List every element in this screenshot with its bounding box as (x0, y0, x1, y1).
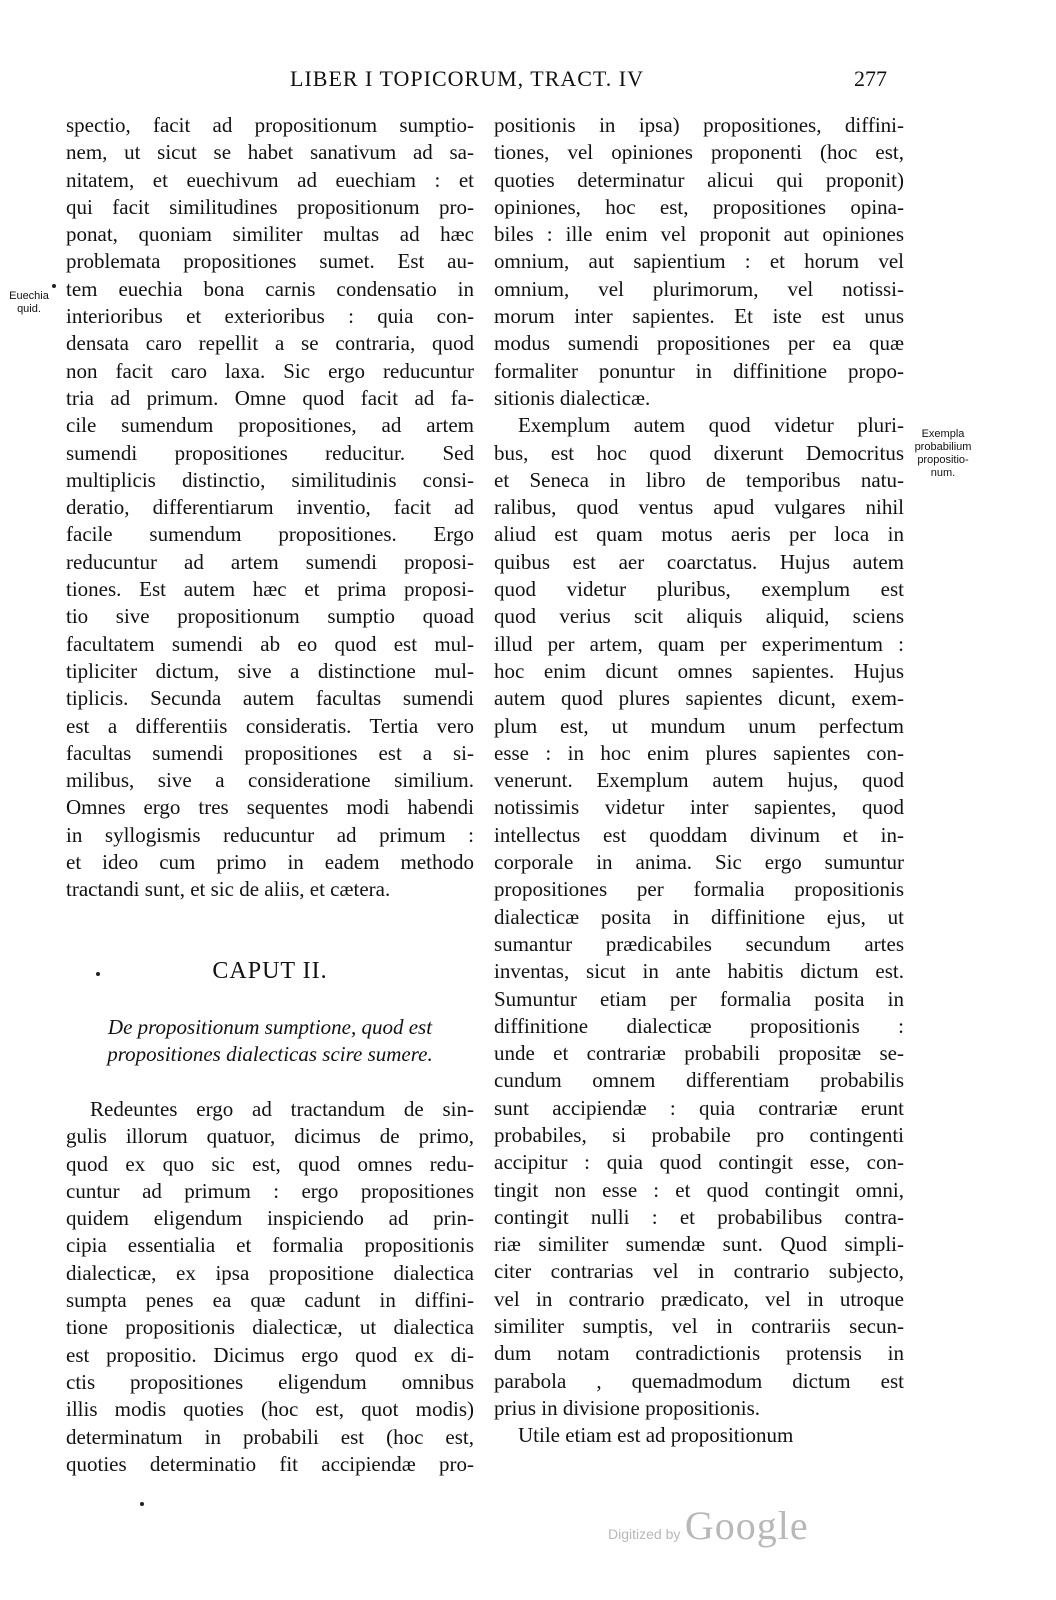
text-line: tione propositionis dialecticæ, ut dialectica (66, 1315, 474, 1340)
text-line: cipia essentialia et formalia propositionis (66, 1233, 474, 1258)
margin-dot (96, 972, 100, 976)
text-line: facultas sumendi propositiones est a si- (66, 740, 474, 765)
text-line: et Seneca in libro de temporibus natu- (494, 467, 904, 492)
text-line: interioribus et exterioribus : quia con- (66, 304, 474, 329)
text-line: cuntur ad primum : ergo propositiones (66, 1178, 474, 1203)
chapter-subtitle (66, 1014, 474, 1069)
text-line: Redeuntes ergo ad tractandum de sin- (90, 1097, 474, 1121)
text-line: riæ similiter sumendæ sunt. Quod simpli- (494, 1232, 904, 1257)
text-line: nem, ut sicut se habet sanativum ad sa- (66, 140, 474, 165)
text-line: tiones. Est autem hæc et prima proposi- (66, 577, 474, 602)
text-line: dialecticæ posita in diffinitione ejus, ut (494, 904, 904, 929)
text-line: parabola , quemadmodum dictum est (494, 1368, 904, 1393)
text-line: omnium, aut sapientium : et horum vel (494, 249, 904, 274)
text-line: quidem eligendum inspiciendo ad prin- (66, 1206, 474, 1231)
text-line: densata caro repellit a se contraria, quod (66, 331, 474, 356)
text-line: biles : ille enim vel proponit aut opiniones (494, 222, 904, 247)
text-line: citer contrarias vel in contrario subjecto, (494, 1259, 904, 1284)
text-line: problemata propositiones sumet. Est au- (66, 249, 474, 274)
running-header (0, 66, 1056, 106)
text-line: bus, est hoc quod dixerunt Democritus (494, 440, 904, 465)
text-line: ralibus, quod ventus apud vulgares nihil (494, 495, 904, 520)
text-line: sumantur prædicabiles secundum artes (494, 931, 904, 956)
left-column-top (66, 112, 474, 904)
text-line: contingit nulli : et probabilibus contra- (494, 1204, 904, 1229)
watermark-prefix: Digitized by (608, 1526, 681, 1542)
text-line: notissimis videtur inter sapientes, quod (494, 795, 904, 820)
text-line: probabiles, si probabile pro contingenti (494, 1122, 904, 1147)
text-line: tio sive propositionum sumptio quoad (66, 604, 474, 629)
running-title: LIBER I TOPICORUM, TRACT. IV (290, 66, 644, 91)
subtitle-line: De propositionum sumptione, quod est (107, 1015, 433, 1039)
text-line: reducuntur ad artem sumendi proposi- (66, 549, 474, 574)
text-line: modus sumendi propositiones per ea quæ (494, 331, 904, 356)
text-line: Omnes ergo tres sequentes modi habendi (66, 795, 474, 820)
text-line: tractandi sunt, et sic de aliis, et cætera. (66, 877, 391, 902)
watermark-brand: Google (684, 1503, 809, 1548)
text-line: sumpta penes ea quæ cadunt in diffini- (66, 1288, 474, 1313)
text-line: quibus est aer coarctatus. Hujus autem (494, 549, 904, 574)
text-line: inventas, sicut in ante habitis dictum est. (494, 959, 904, 984)
text-line: plum est, ut mundum unum perfectum (494, 713, 904, 738)
margin-note-right (902, 428, 984, 480)
text-line: aliud est quam motus aeris per loca in (494, 522, 904, 547)
margin-note-left (6, 290, 52, 316)
text-line: gulis illorum quatuor, dicimus de primo, (66, 1124, 474, 1149)
text-line: nitatem, et euechivum ad euechiam : et (66, 167, 474, 192)
text-line: hoc enim dicunt omnes sapientes. Hujus (494, 658, 904, 683)
text-line: ctis propositiones eligendum omnibus (66, 1369, 474, 1394)
text-line: morum inter sapientes. Et iste est unus (494, 304, 904, 329)
text-line: Sumuntur etiam per formalia posita in (494, 986, 904, 1011)
text-line: intellectus est quoddam divinum et in- (494, 822, 904, 847)
text-line: sumendi propositiones reducitur. Sed (66, 440, 474, 465)
text-line: illis modis quoties (hoc est, quot modis) (66, 1397, 474, 1422)
text-line: qui facit similitudines propositionum pro- (66, 194, 474, 219)
text-line: cile sumendum propositiones, ad artem (66, 413, 474, 438)
text-line: dum notam contradictionis protensis in (494, 1341, 904, 1366)
text-line: sunt accipiendæ : quia contrariæ erunt (494, 1095, 904, 1120)
text-line: quoties determinatur alicui qui proponit) (494, 167, 904, 192)
left-column-bottom (66, 1096, 474, 1478)
text-line: facultatem sumendi ab eo quod est mul- (66, 631, 474, 656)
margin-note-line: Exempla (921, 428, 965, 440)
text-line: vel in contrario prædicato, vel in utroque (494, 1286, 904, 1311)
text-line: illud per artem, quam per experimentum : (494, 631, 904, 656)
text-line: formaliter ponuntur in diffinitione propo- (494, 358, 904, 383)
margin-dot (52, 284, 56, 288)
page-number: 277 (854, 66, 887, 91)
margin-note-line: propositio- (917, 454, 969, 466)
text-line: Utile etiam est ad propositionum (518, 1423, 794, 1448)
text-line: propositiones per formalia propositionis (494, 877, 904, 902)
chapter-heading: CAPUT II. (212, 958, 328, 984)
text-line: quod verius scit aliquis aliquid, sciens (494, 604, 904, 629)
text-line: quod ex quo sic est, quod omnes redu- (66, 1151, 474, 1176)
text-line: tingit non esse : et quod contingit omni, (494, 1177, 904, 1202)
text-line: ponat, quoniam similiter multas ad hæc (66, 222, 474, 247)
text-line: spectio, facit ad propositionum sumptio- (66, 113, 474, 137)
text-line: in syllogismis reducuntur ad primum : (66, 822, 474, 847)
text-line: tria ad primum. Omne quod facit ad fa- (66, 385, 474, 410)
text-line: dialecticæ, ex ipsa propositione dialectica (66, 1260, 474, 1285)
text-line: unde et contrariæ probabili propositæ se- (494, 1041, 904, 1066)
text-line: milibus, sive a consideratione similium. (66, 768, 474, 793)
text-line: venerunt. Exemplum autem hujus, quod (494, 768, 904, 793)
margin-note-line: quid. (17, 303, 41, 315)
margin-dot (140, 1502, 144, 1506)
text-line: omnium, vel plurimorum, vel notissi- (494, 276, 904, 301)
text-line: prius in divisione propositionis. (494, 1395, 761, 1420)
text-line: positionis in ipsa) propositiones, diffini- (494, 113, 904, 137)
text-line: similiter sumptis, vel in contrariis secun- (494, 1314, 904, 1339)
margin-note-line: Euechia (9, 290, 49, 302)
text-line: est a differentiis consideratis. Tertia vero (66, 713, 474, 738)
text-line: autem quod plures sapientes dicunt, exem- (494, 686, 904, 711)
margin-note-line: probabilium (914, 441, 972, 453)
text-line: tipliciter dictum, sive a distinctione mul- (66, 658, 474, 683)
margin-note-line: num. (930, 467, 956, 479)
text-line: quod videtur pluribus, exemplum est (494, 577, 904, 602)
text-line: corporale in anima. Sic ergo sumuntur (494, 850, 904, 875)
text-line: cundum omnem differentiam probabilis (494, 1068, 904, 1093)
subtitle-line: propositiones dialecticas scire sumere. (107, 1042, 433, 1067)
text-line: deratio, differentiarum inventio, facit ad (66, 495, 474, 520)
text-line: multiplicis distinctio, similitudinis consi- (66, 467, 474, 492)
text-line: Exemplum autem quod videtur pluri- (518, 413, 904, 438)
text-line: est propositio. Dicimus ergo quod ex di- (66, 1342, 474, 1367)
text-line: esse : in hoc enim plures sapientes con- (494, 740, 904, 765)
text-line: sitionis dialecticæ. (494, 385, 651, 410)
text-line: diffinitione dialecticæ propositionis : (494, 1013, 904, 1038)
text-line: et ideo cum primo in eadem methodo (66, 850, 474, 875)
text-line: tem euechia bona carnis condensatio in (66, 276, 474, 301)
text-line: opiniones, hoc est, propositiones opina- (494, 194, 904, 219)
text-line: tiplicis. Secunda autem facultas sumendi (66, 686, 474, 711)
text-line: facile sumendum propositiones. Ergo (66, 522, 474, 547)
digitized-watermark (608, 1502, 809, 1549)
text-line: accipitur : quia quod contingit esse, con- (494, 1150, 904, 1175)
text-line: determinatum in probabili est (hoc est, (66, 1424, 474, 1449)
text-line: quoties determinatio fit accipiendæ pro- (66, 1451, 474, 1476)
right-column (494, 112, 904, 1450)
text-line: non facit caro laxa. Sic ergo reducuntur (66, 358, 474, 383)
text-line: tiones, vel opiniones proponenti (hoc est, (494, 140, 904, 165)
